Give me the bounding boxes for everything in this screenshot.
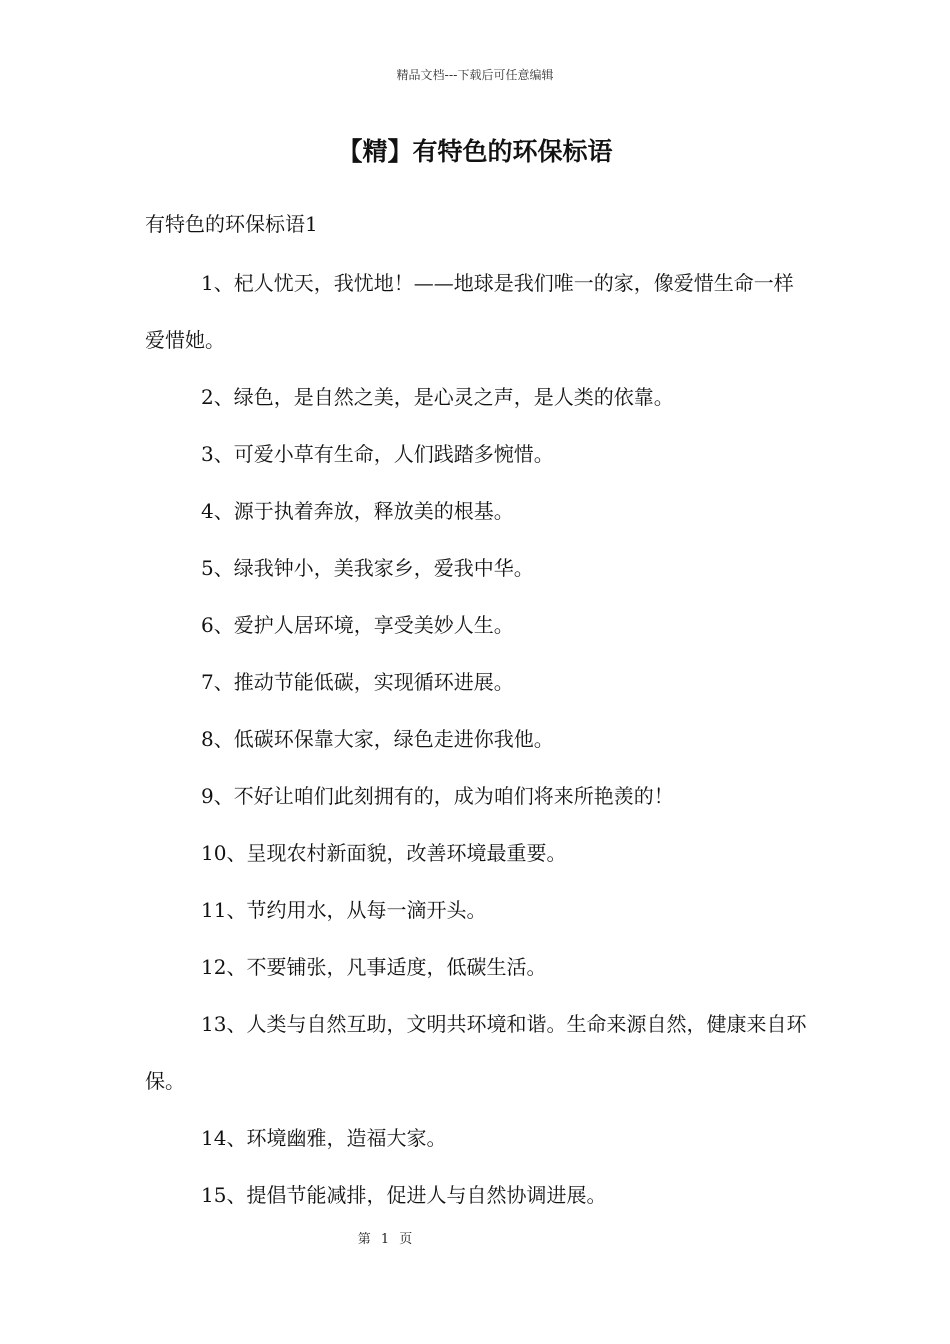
paragraph-11: 11、节约用水，从每一滴开头。: [201, 898, 487, 922]
page-prefix: 第: [357, 1232, 371, 1247]
document-title: 【精】有特色的环保标语: [337, 137, 613, 166]
paragraph-12: 12、不要铺张，凡事适度，低碳生活。: [201, 955, 547, 979]
paragraph-10: 10、呈现农村新面貌，改善环境最重要。: [201, 841, 567, 865]
paragraph-7: 7、推动节能低碳，实现循环进展。: [201, 670, 514, 694]
paragraph-3: 3、可爱小草有生命，人们践踏多惋惜。: [201, 442, 554, 466]
document-body: [145, 255, 810, 1224]
paragraph-15: 15、提倡节能减排，促进人与自然协调进展。: [201, 1183, 607, 1207]
paragraph-6: 6、爱护人居环境，享受美妙人生。: [201, 613, 514, 637]
section-heading: 有特色的环保标语1: [145, 212, 318, 236]
page-number: 1: [380, 1232, 390, 1247]
paragraph-14: 14、环境幽雅，造福大家。: [201, 1126, 447, 1150]
page-suffix: 页: [399, 1232, 413, 1247]
paragraph-13: 13、人类与自然互助，文明共环境和谐。生命来源自然，健康来自环保。: [145, 1012, 807, 1093]
paragraph-2: 2、绿色，是自然之美，是心灵之声，是人类的依靠。: [201, 385, 674, 409]
paragraph-4: 4、源于执着奔放，释放美的根基。: [201, 499, 514, 523]
paragraph-5: 5、绿我钟小，美我家乡，爱我中华。: [201, 556, 534, 580]
page-footer: [0, 1228, 770, 1247]
paragraph-9: 9、不好让咱们此刻拥有的，成为咱们将来所艳羡的！: [201, 784, 674, 808]
header-note: 精品文档---下载后可任意编辑: [396, 68, 554, 82]
paragraph-8: 8、低碳环保靠大家，绿色走进你我他。: [201, 727, 554, 751]
paragraph-1: 1、杞人忧天，我忧地！——地球是我们唯一的家，像爱惜生命一样爱惜她。: [145, 271, 794, 352]
